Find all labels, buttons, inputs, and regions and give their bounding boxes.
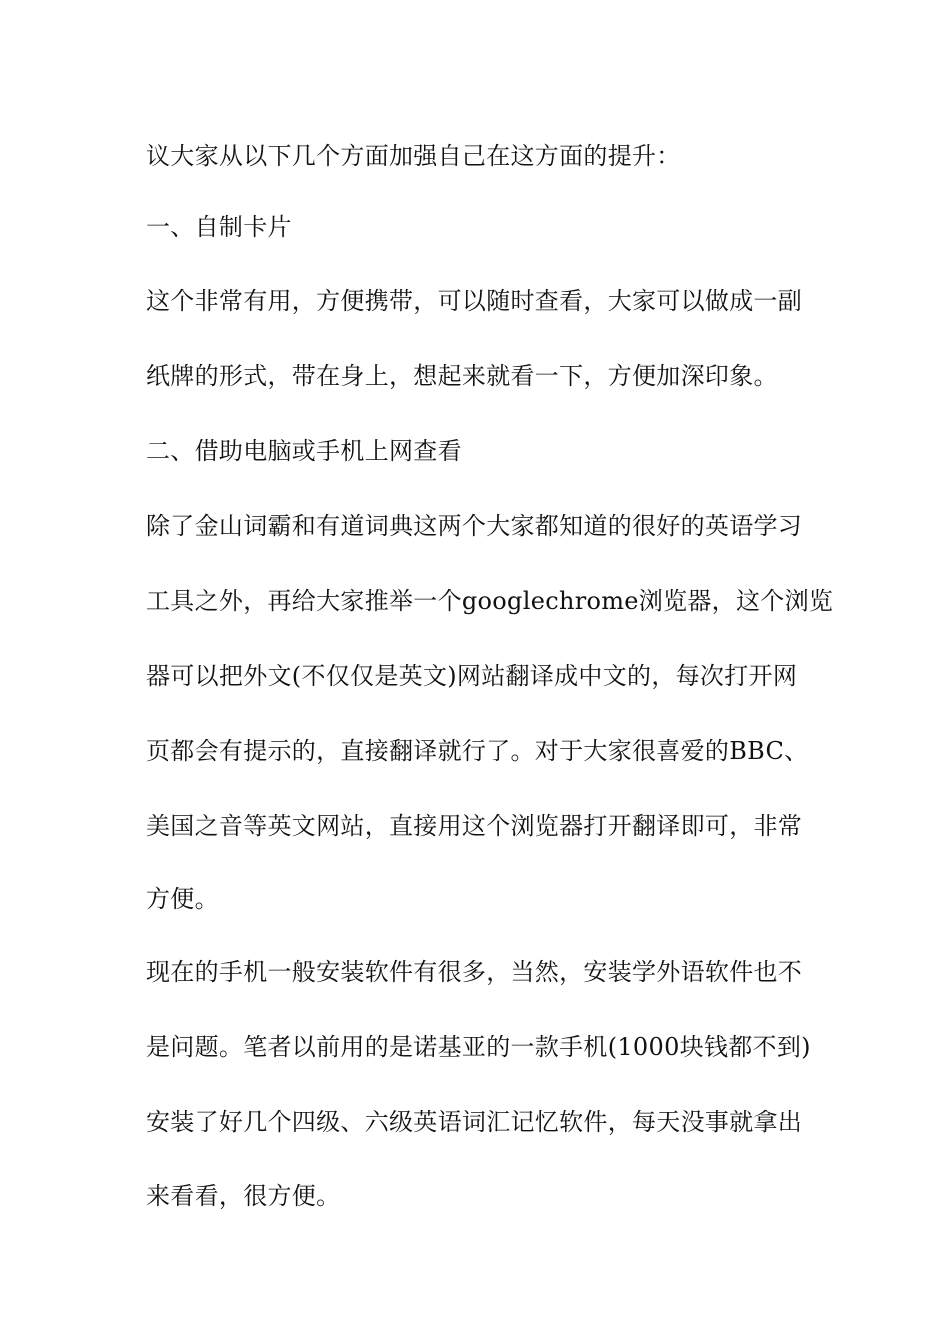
text-line: 器可以把外文(不仅仅是英文)网站翻译成中文的，每次打开网 [146, 662, 798, 690]
section-heading: 一、自制卡片 [146, 213, 292, 241]
text-line: 这个非常有用，方便携带，可以随时查看，大家可以做成一副 [146, 287, 803, 315]
text-line: 工具之外，再给大家推举一个googlechrome浏览器，这个浏览 [146, 587, 834, 615]
text-line: 页都会有提示的，直接翻译就行了。对于大家很喜爱的BBC、 [146, 737, 809, 765]
text-line: 方便。 [146, 885, 219, 913]
text-line: 美国之音等英文网站，直接用这个浏览器打开翻译即可，非常 [146, 812, 803, 840]
text-line: 安装了好几个四级、六级英语词汇记忆软件，每天没事就拿出 [146, 1108, 803, 1136]
text-line: 现在的手机一般安装软件有很多，当然，安装学外语软件也不 [146, 958, 803, 986]
text-line: 是问题。笔者以前用的是诺基亚的一款手机(1000块钱都不到) [146, 1033, 811, 1061]
section-heading: 二、借助电脑或手机上网查看 [146, 437, 462, 465]
text-line: 除了金山词霸和有道词典这两个大家都知道的很好的英语学习 [146, 512, 803, 540]
text-line: 来看看，很方便。 [146, 1182, 341, 1210]
text-line: 议大家从以下几个方面加强自己在这方面的提升： [146, 142, 681, 170]
text-line: 纸牌的形式，带在身上，想起来就看一下，方便加深印象。 [146, 362, 778, 390]
